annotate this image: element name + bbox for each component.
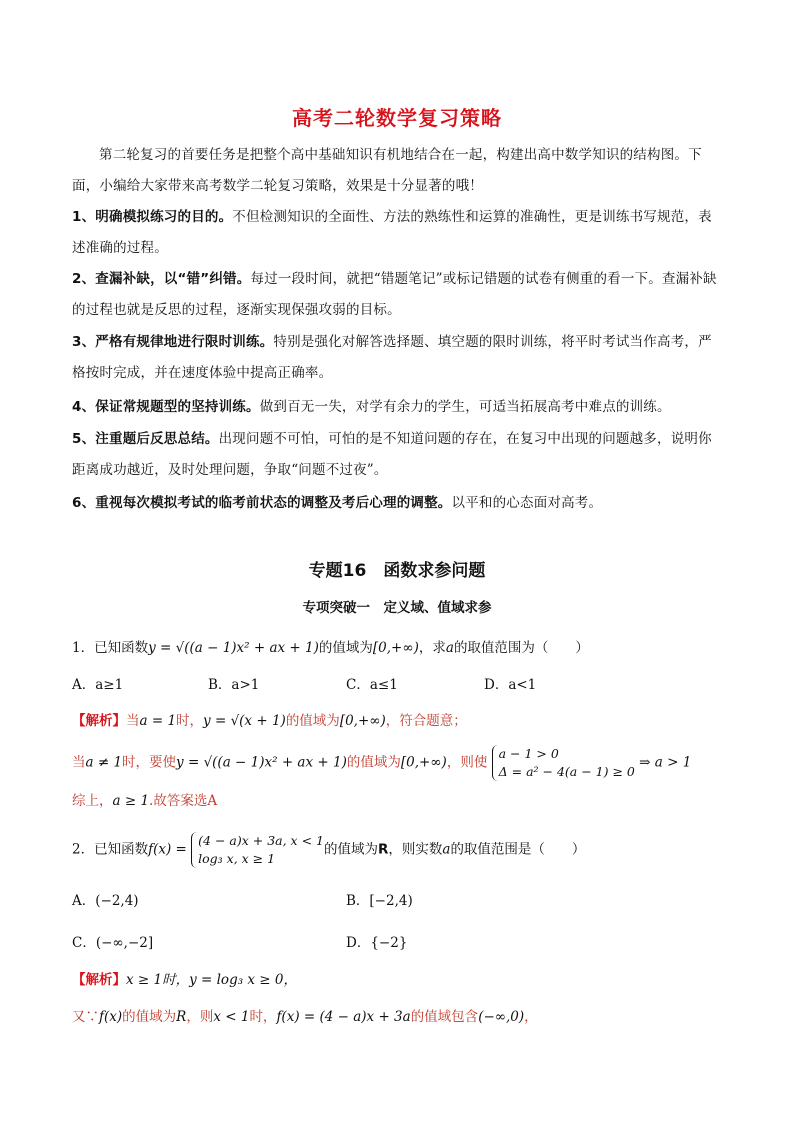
math-expression: a = 1 bbox=[139, 713, 177, 729]
q1-option-b: B．a>1 bbox=[208, 677, 260, 693]
math-set: R bbox=[176, 1009, 187, 1025]
q2-option-a: A．(−2,4) bbox=[72, 893, 139, 909]
solution-text: 时， bbox=[176, 713, 204, 729]
q1-option-d: D．a<1 bbox=[484, 677, 537, 693]
question-1 bbox=[72, 636, 589, 656]
piecewise-definition bbox=[191, 832, 324, 868]
q1-option-a: A．a≥1 bbox=[72, 677, 124, 693]
solution-text: 时， bbox=[249, 1009, 277, 1025]
solution-2-line-2 bbox=[72, 1005, 538, 1025]
q2-option-c: C．(−∞,−2] bbox=[72, 935, 154, 951]
solution-2-line-1 bbox=[72, 968, 297, 988]
tip-text: 每过一段时间，就把“错题笔记”或标记错题的试卷有侧重的看一下。查漏补缺的过程也就是反思的过程，逐渐实现保强攻弱的目标。 bbox=[72, 271, 717, 318]
math-expression: ⇒ a > 1 bbox=[639, 754, 692, 771]
tip-lead: 2、查漏补缺，以“错”纠错。 bbox=[72, 271, 251, 287]
tip-4 bbox=[72, 392, 724, 423]
equation-system bbox=[492, 745, 635, 781]
tip-lead: 1、明确模拟练习的目的。 bbox=[72, 209, 233, 225]
tip-3 bbox=[72, 327, 724, 389]
solution-label: 【解析】 bbox=[72, 972, 126, 988]
solution-1-line-1 bbox=[72, 709, 467, 729]
solution-text: 当 bbox=[72, 754, 86, 771]
math-expression: a ≠ 1 bbox=[85, 754, 123, 771]
math-expression: a ≥ 1 bbox=[112, 793, 150, 809]
q2-option-d: D．{−2} bbox=[346, 935, 408, 951]
solution-text: ， bbox=[524, 1009, 538, 1025]
solution-text: ，则使 bbox=[446, 754, 488, 771]
question-2 bbox=[72, 832, 585, 868]
piecewise-case: log₃ x, x ≥ 1 bbox=[198, 851, 276, 866]
question-text: 1．已知函数 bbox=[72, 640, 149, 656]
solution-text: 的值域为 bbox=[122, 1009, 177, 1025]
question-text: 的取值范围是（ ） bbox=[450, 841, 586, 858]
tip-lead: 5、注重题后反思总结。 bbox=[72, 431, 219, 447]
solution-1-line-2 bbox=[72, 745, 691, 781]
solution-text: 又∵ bbox=[72, 1009, 99, 1025]
question-text: 2．已知函数 bbox=[72, 841, 149, 858]
page-title: 高考二轮数学复习策略 bbox=[292, 106, 502, 130]
math-variable: a bbox=[442, 841, 451, 858]
tip-lead: 6、重视每次模拟考试的临考前状态的调整及考后心理的调整。 bbox=[72, 495, 452, 511]
tip-lead: 4、保证常规题型的坚持训练。 bbox=[72, 399, 260, 415]
question-text: 的值域为 bbox=[318, 640, 373, 656]
tip-text: 特别是强化对解答选择题、填空题的限时训练，将平时考试当作高考，严格按时完成，并在速度体验中提高正确率。 bbox=[72, 334, 712, 381]
piecewise-case: (4 − a)x + 3a, x < 1 bbox=[198, 833, 324, 848]
system-row: Δ = a² − 4(a − 1) ≥ 0 bbox=[498, 764, 635, 779]
intro-paragraph: 第二轮复习的首要任务是把整个高中基础知识有机地结合在一起，构建出高中数学知识的结构图。下面，小编给大家带来高考数学二轮复习策略，效果是十分显著的哦！ bbox=[72, 147, 702, 194]
math-set: R bbox=[377, 841, 389, 858]
math-expression: y = √((a − 1)x² + ax + 1) bbox=[176, 754, 347, 771]
math-expression: f(x) = bbox=[148, 841, 187, 858]
solution-label: 【解析】 bbox=[72, 713, 126, 729]
math-expression: f(x) = (4 − a)x + 3a bbox=[276, 1009, 411, 1025]
math-interval: [0,+∞) bbox=[372, 640, 419, 656]
solution-text: 的值域为 bbox=[285, 713, 340, 729]
tip-6 bbox=[72, 488, 724, 519]
math-interval: (−∞,0) bbox=[478, 1009, 525, 1025]
tip-text: 做到百无一失，对学有余力的学生，可适当拓展高考中难点的训练。 bbox=[259, 399, 671, 415]
math-expression: x ≥ 1时，y = log₃ x ≥ 0， bbox=[126, 972, 298, 988]
question-text: 的取值范围为（ ） bbox=[453, 640, 589, 656]
tip-text: 出现问题不可怕，可怕的是不知道问题的存在，在复习中出现的问题越多，说明你距离成功越近，及时处理问题，争取“问题不过夜”。 bbox=[72, 431, 712, 478]
tip-5 bbox=[72, 424, 724, 486]
solution-text: .故答案选A bbox=[149, 793, 218, 809]
math-interval: [0,+∞) bbox=[400, 754, 447, 771]
solution-1-line-3 bbox=[72, 789, 217, 809]
tip-text: 不但检测知识的全面性、方法的熟练性和运算的准确性，更是训练书写规范，表述准确的过程。 bbox=[72, 209, 712, 256]
section-title: 专题16 函数求参问题 bbox=[308, 561, 486, 581]
q1-option-c: C．a≤1 bbox=[346, 677, 398, 693]
solution-text: 的值域包含 bbox=[410, 1009, 479, 1025]
solution-text: 时，要使 bbox=[122, 754, 177, 771]
tip-text: 以平和的心态面对高考。 bbox=[451, 495, 603, 511]
math-expression: x < 1 bbox=[213, 1009, 250, 1025]
math-expression: f(x) bbox=[99, 1009, 123, 1025]
tip-lead: 3、严格有规律地进行限时训练。 bbox=[72, 334, 274, 350]
solution-text: ，符合题意； bbox=[385, 713, 467, 729]
solution-text: 综上， bbox=[72, 793, 113, 809]
question-text: ，求 bbox=[418, 640, 446, 656]
math-interval: [0,+∞) bbox=[339, 713, 386, 729]
math-expression: y = √((a − 1)x² + ax + 1) bbox=[148, 640, 319, 656]
subsection-title: 专项突破一 定义域、值域求参 bbox=[302, 600, 492, 616]
math-variable: a bbox=[445, 640, 454, 656]
solution-text: 当 bbox=[126, 713, 140, 729]
q2-option-b: B．[−2,4) bbox=[346, 893, 413, 909]
solution-text: ，则 bbox=[186, 1009, 214, 1025]
system-row: a − 1 > 0 bbox=[498, 746, 559, 761]
solution-text: 的值域为 bbox=[346, 754, 401, 771]
math-expression: y = √(x + 1) bbox=[203, 713, 286, 729]
question-text: ，则实数 bbox=[388, 841, 443, 858]
tip-1 bbox=[72, 202, 724, 264]
tip-2 bbox=[72, 264, 724, 326]
question-text: 的值域为 bbox=[323, 841, 378, 858]
